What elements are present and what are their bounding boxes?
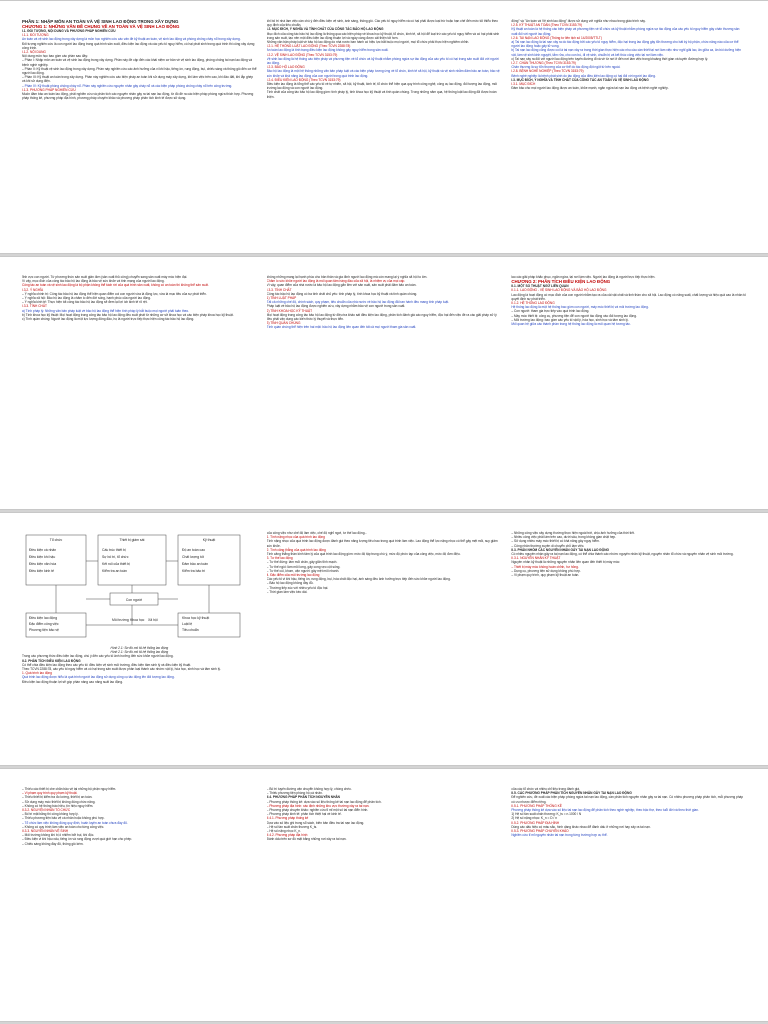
paragraph: Chấn thương là sự tổn thương của cơ thể do tác động đột ngột từ bên ngoài. [511,65,621,70]
paragraph: Nguyên nhân kỹ thuật là những nguyên nhân liên quan đến thiết bị máy móc: [511,560,621,565]
page-4-column-2 [267,787,502,1013]
page-4-column-3 [511,787,746,1013]
paragraph: I.3.3. TÍNH CHẤT [22,304,47,309]
page-3-column-2 [267,531,502,757]
paragraph: – Không có hệ thống báo hiệu, tín hiệu nguy hiểm. [22,803,94,808]
paragraph: a) Tính pháp lý: Những văn bản pháp luật về bảo hộ lao động thể hiện tính pháp lý bắt buộc mọi người phải tuân theo. [22,308,190,313]
paragraph: – Thường tiếp xúc với nhiều yếu tố độc hại. [266,585,329,590]
labor-system-diagram [22,531,257,643]
bottom-left-item: Phương tiện bảo vệ [29,628,59,632]
document-page-2 [0,256,768,510]
paragraph: I.1. ĐỐI TƯỢNG, NỘI DUNG VÀ PHƯƠNG PHÁP NGHIÊN CỨU [22,29,116,33]
paragraph: Những văn bản pháp luật về bảo hộ lao động do nhà nước ban hành có hiệu lực bắt buộc mọi người, mọi tổ chức phải thực hiện nghiêm chỉnh. [266,40,470,45]
paragraph: – Sử dụng nhiều máy móc thiết bị có khả năng gây nguy hiểm. [511,539,600,544]
paragraph: – Thời gian làm việc kéo dài. [266,589,308,594]
paragraph: Hệ thống lao động là một hệ thống bao gồm con người, máy móc thiết bị và môi trường lao động. [511,305,649,310]
paragraph: Tất cả những chế độ, chính sách, quy phạm, tiêu chuẩn của nhà nước về bảo hộ lao động đã ban hành đều mang tính pháp luật. [266,300,450,305]
paragraph: – Vi phạm quy trình quy phạm kỹ thuật. [22,791,78,796]
page-1-column-3 [511,19,746,245]
diagram-caption: Hình 2.1: Sơ đồ mô tả hệ thống lao động [110,646,169,650]
paragraph: Vì vậy, quan điểm của nhà nước là bảo hộ lao động gắn liền với sản xuất, sản xuất phải đảm bảo an toàn. [266,283,417,288]
paragraph: Công tác an toàn và vệ sinh lao động là bộ phận không thể tách rời của quá trình sản xuất, không có an toàn thì không thể sản xuất. [22,283,209,288]
paragraph: – Thiếu thiết bị kiểm tra đo lường, thiết bị an toàn. [22,795,93,800]
paragraph: I.1.2. NỘI DUNG [22,50,46,55]
paragraph: CHƯƠNG 1: NHỮNG VẤN ĐỀ CHUNG VỀ AN TOÀN VÀ VỆ SINH LAO ĐỘNG [22,24,180,29]
page-1-column-1 [22,19,257,245]
paragraph: – Thiếu các thiết bị che chắn bảo vệ tại những bộ phận nguy hiểm. [22,787,117,791]
bottom-left-item: Đặc điểm công việc [29,622,59,626]
paragraph: – Môi trường không khí bị ô nhiễm bởi bụi, khí độc. [22,833,95,838]
paragraph: không những mang lại hạnh phúc cho bản thân và gia đình người lao động mà còn mang lại ý nghĩa xã hội to lớn. [266,275,428,279]
paragraph: khi bố trí nhà làm việc cần chú ý đến điều kiện vệ sinh, ánh sáng, thông gió. Các yếu tố nguy hiểm và có hại phải được loại trừ hoặc hạn chế đến mức tối thiểu theo quy định của tiêu chuẩn. [266,19,498,28]
paragraph: – Phương pháp thống kê: dựa vào số liệu thống kê tai nạn lao động để phân tích. [266,799,382,804]
paragraph: 1. Tính nặng nhọc của quá trình lao động [266,535,325,540]
paragraph: Trong các phương thức điều kiện lao động, chú ý đến các yếu tố ảnh hưởng đến sức khỏe người lao động. [22,654,174,659]
paragraph: Nghiên cứu tỉ mỉ nguyên nhân tai nạn trong từng trường hợp cụ thể. [511,833,608,838]
bottom-mid-label: Môi trường [112,618,129,622]
mid-list-item: Cấu trúc thiết bị [102,548,126,552]
paragraph: – Tư thế đứng: làm mỏi chân, gây giãn tĩnh mạch. [266,560,338,565]
paragraph: Phương pháp thống kê dựa vào số liệu tai nạn lao động để phân tích theo nghề nghiệp, theo bậc thợ, theo tuổi đời và theo thời gian. [511,808,699,813]
right-list-item: Kiểm tra bảo trì [182,569,206,573]
paragraph: I.3.2. Ý NGHĨA [22,287,44,292]
paragraph: Mục đích của công tác bảo hộ lao động là thông qua các biện pháp về khoa học kỹ thuật, tổ chức, kinh tế, xã hội để loại trừ các yếu tố nguy hiểm và có hại phát sinh trong sản xuất, tạo nên một điều kiện lao động thuận lợi và ngày càng được cải thiện tốt hơn. [266,31,500,40]
paragraph: II.5.2. PHƯƠNG PHÁP ĐỊA HÌNH [511,820,560,825]
document-page-3 [0,512,768,766]
paragraph: II.4.1. Phương pháp thống kê [266,816,309,821]
paragraph: Bảo hộ lao động là một hệ thống những văn bản pháp luật và các biện pháp tương ứng về tổ chức, kinh tế xã hội, kỹ thuật và vệ sinh nhằm đảm bảo an toàn, bảo vệ sức khỏe và khả năng lao động của con người trong quá trình lao động. [266,69,500,78]
paragraph: 4. Đặc điểm của môi trường lao động [266,573,320,578]
paragraph: Đánh dấu trên sơ đồ mặt bằng những nơi xảy ra tai nạn. [266,837,347,842]
right-list-item: Chất lượng tốt [182,555,204,559]
bottom-right-item: Khoa học kỹ thuật [182,616,210,620]
paragraph: 2) TÍNH KHOA HỌC KỸ THUẬT [266,308,313,313]
diagram-center-label: Con người [125,598,143,602]
right-box [178,535,240,585]
paragraph: động" và "An toàn và Vệ sinh lao động" được sử dụng với nghĩa như nhau trong giáo trình này. [511,19,646,23]
paragraph: – Vi phạm quy trình, quy phạm kỹ thuật an toàn. [511,573,580,578]
diagram-caption-secondary: Hình 2.1: Sơ đồ mô tả hệ thống lao động [110,650,169,655]
paragraph: II.5.3. PHƯƠNG PHÁP CHUYÊN KHẢO [511,829,569,834]
paragraph: – Thiếu phương tiện phòng hộ cá nhân. [266,791,323,796]
page-2-column-3 [511,275,746,501]
page-4-column-1 [22,787,257,1013]
left-list-item: Điều kiện văn hóa [29,562,57,566]
paragraph: – Máy móc thiết bị: công cụ, phương tiện để con người tác động vào đối tượng lao động. [511,313,637,318]
paragraph: – Điều kiện vi khí hậu xấu, tiếng ồn và rung động vượt quá giới hạn cho phép. [22,837,133,842]
paragraph: 1) TÍNH LUẬT PHÁP [266,296,297,301]
paragraph: Để nghiên cứu, đề xuất các biện pháp phòng ngừa tai nạn lao động, cần phân tích nguyên nhân gây ra tai nạn. Có nhiều phương pháp phân tích, mỗi phương pháp có ưu nhược điểm riêng. [511,795,744,804]
paragraph: Muốn đảm bảo an toàn lao động, phải nghiên cứu và phân tích các nguyên nhân gây ra tai nạn lao động, từ đó đề ra các biện pháp phòng ngừa thích hợp. Phương pháp thống kê, phương pháp địa hình, phương pháp chuyên khảo và phương pháp phân tích kinh tế được sử dụng. [22,92,254,101]
paragraph: Vì vậy, mục đích của công tác bảo hộ lao động là bảo vệ sức khỏe và tính mạng của người lao động. [22,279,165,284]
paragraph: – Bố trí mặt bằng thi công không hợp lý. [22,812,79,817]
paragraph: I.1.1. ĐỐI TƯỢNG [22,33,49,38]
paragraph: – Ý nghĩa kinh tế: Thực hiện tốt công tác bảo hộ lao động sẽ đem lại lợi ích kinh tế rõ rệt. [22,300,148,305]
bottom-mid-label: Xã hội [148,618,158,622]
page-2-column-2 [267,275,502,501]
paragraph: I.2.1. HỆ THỐNG LUẬT LAO ĐỘNG (Theo TCVN 2288:78) [266,44,351,49]
paragraph: – Phương pháp kinh tế: phân tích thiệt hại về kinh tế. [266,812,342,817]
paragraph: Pháp luật về bảo hộ lao động được nghiên cứu, xây dựng nhằm bảo vệ con người trong sản xuất. [266,304,406,309]
paragraph: – Nhiều công việc phải làm trên cao, dưới sâu, trong không gian chật hẹp. [511,535,617,540]
paragraph: – Sử dụng máy móc thiết bị không đúng chức năng. [22,799,96,804]
paragraph: I.1.3. PHƯƠNG PHÁP NGHIÊN CỨU [22,87,76,92]
paragraph: An toàn và vệ sinh lao động trong xây dựng là môn học nghiên cứu các vấn đề kỹ thuật an toàn, vệ sinh lao động và phòng chống cháy nổ trong xây dựng. [22,37,241,42]
paragraph: – Dụng cụ, phương tiện sử dụng không phù hợp. [511,568,581,573]
diagram-top-label-3: Kỹ thuật [202,538,216,542]
paragraph: Điều kiện lao động thuận lợi sẽ góp phần nâng cao năng suất lao động. [22,679,123,684]
paragraph: Bệnh nghề nghiệp là bệnh phát sinh do tác động của điều kiện lao động có hại đối với người lao động. [511,73,656,78]
paragraph: c) Tai nạn xảy ra đối với người lao động trên tuyến đường đi và về từ nơi ở đến nơi làm việc trong khoảng thời gian và tuyến đường hợp lý. [511,56,709,61]
paragraph: – Môi trường lao động: bao gồm các yếu tố vật lý, hóa học, sinh học và tâm sinh lý. [511,317,629,322]
document-page-4 [0,768,768,1022]
paragraph: I.2.3. BẢO HỘ LAO ĐỘNG [266,65,305,70]
paragraph: Có thể chia điều kiện lao động theo các yếu tố: điều kiện vệ sinh môi trường, điều kiện tâm sinh lý và điều kiện kỹ thuật. [22,662,192,667]
paragraph: Có nhiều nguyên nhân gây ra tai nạn lao động, có thể chia thành các nhóm: nguyên nhân kỹ thuật, nguyên nhân tổ chức và nguyên nhân vệ sinh môi trường. [511,552,734,557]
paragraph: 1. Quá trình lao động [22,671,52,676]
paragraph: Tính nặng nhọc của quá trình lao động được đánh giá theo năng lượng tiêu hao trong quá trình làm việc. Lao động thể lực nặng nhọc có thể gây mệt mỏi, suy giảm sức khỏe. [266,539,498,548]
diagram-svg [22,531,247,643]
paragraph: II.1.2. HỆ THỐNG LAO ĐỘNG [511,301,555,306]
paragraph: – Bố trí tuyến đường vận chuyển không hợp lý, chồng chéo. [266,787,352,791]
page-3-column-3 [511,531,746,757]
paragraph: II.1. MỘT SỐ THUẬT NGỮ LIÊN QUAN [511,284,569,289]
paragraph: II.3. PHÂN NHÓM CÁC NGUYÊN NHÂN GÂY TAI NẠN LAO ĐỘNG [511,547,609,552]
paragraph: 2) Hệ số nặng nhọc: K_n = D / n [511,816,557,821]
paragraph: Mọi hoạt động trong công tác bảo hộ lao động từ điều tra khảo sát điều kiện lao động, phân tích đánh giá các nguy hiểm, độc hại đến việc đề ra các giải pháp xử lý đều phải vận dụng các kiến thức lý thuyết và thực tiễn. [266,312,497,322]
paragraph: II.3.3. NGUYÊN NHÂN VỆ SINH [22,829,69,834]
bottom-right-item: Tiêu chuẩn [182,628,199,632]
paragraph: II.4.2. Phương pháp địa hình [266,833,308,838]
paragraph: Đảm bảo cho mọi người lao động được an toàn, khỏe mạnh, ngăn ngừa tai nạn lao động và bệnh nghề nghiệp. [511,86,669,91]
left-list-item: Điều kiện cá nhân [29,548,57,552]
paragraph: Dùng các dấu hiệu có màu sắc, hình dáng khác nhau để đánh dấu ở những nơi hay xảy ra tai nạn. [511,824,651,829]
paragraph: b) Tính khoa học kỹ thuật: Mọi hoạt động trong công tác bảo hộ lao động đều xuất phát từ những cơ sở khoa học và các biện pháp khoa học kỹ thuật. [22,312,234,317]
paragraph: I.2.5. KỸ THUẬT AN TOÀN (Theo TCVN 3153:79) [511,23,582,28]
middle-box [98,535,166,585]
paragraph: – Phần II: Kỹ thuật vệ sinh lao động trong xây dựng. Phần này nghiên cứu các ảnh hưởng của vi khí hậu, tiếng ồn, rung động, bụi, chiếu sáng và thông gió đến cơ thể người lao động. [22,66,257,76]
left-list-item: Điều kiện kinh tế [29,569,55,573]
paragraph: Các yếu tố vi khí hậu, tiếng ồn, rung động, bụi, hóa chất độc hại, ánh sáng đều ảnh hưởng trực tiếp đến sức khỏe người lao động. [266,577,451,582]
page-1-column-2 [267,19,502,245]
paragraph: 1) Hệ số tần suất chấn thương: K_ts = n.1000 / N [511,812,582,817]
paragraph: Điều kiện lao động là tổng thể các yếu tố về tự nhiên, xã hội, kỹ thuật, kinh tế, tổ chức thể hiện qua quy trình công nghệ, công cụ lao động, đối tượng lao động, môi trường lao động và con người lao động. [266,82,498,91]
page-3-column-1 [22,531,257,757]
paragraph: I.2.8. BỆNH NGHỀ NGHIỆP (Theo TCVN 3153:79) [511,69,584,74]
paragraph: Kỹ thuật an toàn là hệ thống các biện pháp và phương tiện về tổ chức và kỹ thuật nhằm phòng ngừa sự tác động của các yếu tố nguy hiểm gây chấn thương sản xuất đối với người lao động. [511,27,740,36]
paragraph: Nội dung môn học bao gồm các phần sau đây: [22,54,88,59]
paragraph: I.2.4. ĐIỀU KIỆN LAO ĐỘNG (Theo TCVN 3153:79) [266,77,341,82]
paragraph: II.4. PHƯƠNG PHÁP PHÂN TÍCH NGUYÊN NHÂN [266,795,340,800]
paragraph: II.3.1. NGUYÊN NHÂN KỸ THUẬT [511,556,561,561]
paragraph: II.3.2. NGUYÊN NHÂN TỔ CHỨC [22,808,71,813]
document-page-1 [0,0,768,254]
paragraph: của các tổ chức và nhiều chỉ tiêu trong đánh giá. [511,787,580,791]
paragraph: II.2. PHÂN TÍCH ĐIỀU KIỆN LAO ĐỘNG [22,658,81,663]
paragraph: Tính chất của công tác bảo hộ lao động gồm: tính pháp lý, tính khoa học kỹ thuật và tính quần chúng. Trong những năm qua, hệ thống luật lao động đã được hoàn thiện. [266,90,497,99]
right-list-item: Đảm bảo an toàn [182,562,209,566]
paragraph: Lao động là hoạt động có mục đích của con người nhằm tạo ra của cải vật chất và tinh thần cho xã hội. Lao động có năng suất, chất lượng và hiệu quả cao là nhân tố quyết định sự phát triển. [511,292,746,301]
paragraph: Chăm lo sức khỏe người lao động là mối quan tâm hàng đầu của xã hội, là nhiệm vụ của mọi cấp. [266,279,406,284]
paragraph: lao các giải pháp khắc phục, ngăn ngừa, tại nơi làm việc. Người lao động là người trực tiếp thực hiện. [511,275,656,279]
paragraph: – Hệ số nặng nhọc K_n. [266,829,301,834]
bottom-mid-label: Khoa học [130,618,145,622]
mid-list-item: Sự bố trí, tổ chức [102,555,129,559]
paragraph: – Phần I: Nhập môn an toàn và vệ sinh lao động trong xây dựng. Phần này đề cập đến các khái niệm cơ bản về vệ sinh lao động, phòng chống tai nạn lao động và bệnh nghề nghiệp. [22,58,252,67]
paragraph: II.5. CÁC PHƯƠNG PHÁP PHÂN TÍCH NGUYÊN NHÂN GÂY TAI NẠN LAO ĐỘNG [511,791,632,796]
paragraph: 3. Tư thế lao động [266,556,293,561]
paragraph: – Tư thế ngồi: làm mỏi lưng, gây cong vẹo cột sống. [266,564,341,569]
mid-list-item: Kết nối của thiết bị [102,562,130,566]
paragraph: I.3.3. TÍNH CHẤT [266,287,292,292]
paragraph: I.2.6. TAI NẠN LAO ĐỘNG (Thông tư liên tịch số 14/2005/TTLT) [511,35,602,40]
paragraph: – Công nhân thường xuyên di chuyển chỗ làm việc. [511,543,585,548]
paragraph: Theo TCVN 2288:78, các yếu tố nguy hiểm và có hại trong sản xuất được phân loại thành các nhóm: vật lý, hóa học, sinh học và tâm sinh lý. [22,667,221,672]
paragraph: lĩnh vực con người. Từ phương thức sản xuất giản đơn (sản xuất thủ công) chuyển sang sản xuất máy móc hiện đại. [22,275,188,279]
paragraph: I.2.2. VỆ SINH LAO ĐỘNG (Theo TCVN 3153:79) [266,52,338,57]
paragraph: của công việc như chế độ làm việc, chế độ nghỉ ngơi, tư thế lao động... [266,531,368,535]
paragraph: – Phương pháp địa hình: xác định những khu vực thường xảy ra tai nạn. [266,803,370,808]
paragraph: – Thiếu phương tiện bảo vệ cá nhân hoặc không phù hợp. [22,816,105,821]
mid-list-item: Kiểm tra an toàn [102,569,127,573]
paragraph: Tính quần chúng thể hiện trên hai mặt: bảo hộ lao động liên quan đến tất cả mọi người tham gia sản xuất. [266,325,417,330]
paragraph: I.3. MỤC ĐÍCH, Ý NGHĨA VÀ TÍNH CHẤT CỦA CÔNG TÁC AN TOÀN VÀ VỆ SINH LAO ĐỘNG [511,77,649,82]
paragraph: Vệ sinh lao động là hệ thống các biện pháp và phương tiện về tổ chức và kỹ thuật nhằm phòng ngừa sự tác động của các yếu tố có hại trong sản xuất đối với người lao động. [266,56,499,66]
paragraph: Quá trình lao động được hiểu là quá trình người lao động sử dụng công cụ tác động lên đối tượng lao động. [22,675,175,680]
paragraph: – Ý nghĩa xã hội: Bảo hộ lao động là chăm lo đến đời sống, hạnh phúc của người lao động. [22,296,151,301]
bottom-right-item: Luật lệ [182,622,193,626]
paragraph: PHẦN 1: NHẬP MÔN AN TOÀN VÀ VỆ SINH LAO ĐỘNG TRONG XÂY DỰNG [22,19,179,24]
page-3-column-1-text [22,654,257,683]
left-list-item: Điều kiện khí hậu [29,555,56,559]
paragraph: Đối tượng nghiên cứu là con người lao động trong quá trình sản xuất, điều kiện lao động và các yếu tố nguy hiểm, có hại phát sinh trong quá trình thi công xây dựng công trình. [22,41,255,50]
paragraph: II.1.1. LAO ĐỘNG - VỆ SINH LAO ĐỘNG VÀ BẢO HỘ LAO ĐỘNG [511,288,607,293]
paragraph: An toàn lao động là tình trạng điều kiện lao động không gây nguy hiểm trong sản xuất. [266,48,389,53]
paragraph: – Tư thế cúi, khom, vặn người: gây mệt mỏi nhanh. [266,568,340,573]
paragraph: – Ý nghĩa chính trị: Công tác bảo hộ lao động thể hiện quan điểm coi con người vừa là động lực, vừa là mục tiêu của sự phát triển. [22,291,207,296]
paragraph: Tính căng thẳng thần kinh tâm lý của quá trình lao động gồm: mức độ tập trung chú ý, mức độ phức tạp của công việc, mức độ đơn điệu. [266,552,461,557]
paragraph: I.3.1. MỤC ĐÍCH [511,82,536,87]
paragraph: – Tổ chức làm việc không đúng quy định, huấn luyện an toàn chưa đầy đủ. [22,820,128,825]
paragraph: – Con người: tham gia trực tiếp vào quá trình lao động. [511,309,590,314]
paragraph: – Bảo hộ lao động không đầy đủ. [266,581,314,586]
paragraph: II.5.1. PHƯƠNG PHÁP THỐNG KÊ [511,803,562,808]
paragraph: – Hệ số tần suất chấn thương K_ts. [266,824,318,829]
paragraph: – Những công việc xây dựng thường thực hiện ngoài trời, chịu ảnh hưởng của thời tiết. [511,531,635,535]
paragraph: – Không có quy trình làm việc an toàn cho từng công việc. [22,824,105,829]
paragraph: – Phần IV: Kỹ thuật phòng chống cháy nổ. Phần này nghiên cứu nguyên nhân gây cháy nổ và các biện pháp phòng chống cháy nổ trên công trường. [22,83,233,88]
paragraph: – Thiết bị máy móc không hoàn chỉnh, hư hỏng. [511,564,579,569]
paragraph: Dựa vào số liệu ghi trong sổ sách, biên bản điều tra tai nạn lao động. [266,820,365,825]
diagram-top-label-2: Thiết bị giám sát [119,538,145,542]
diagram-top-label-1: Tổ chức [49,538,63,542]
paragraph: – Phương pháp chuyên khảo: nghiên cứu tỉ mỉ một số tai nạn điển hình. [266,808,369,813]
right-list-item: Độ an toàn cao [182,548,205,552]
paragraph: c) Tính quần chúng: Người lao động là một lực lượng đông đảo, họ là người trực tiếp thực hiện công tác bảo hộ lao động. [22,317,195,322]
paragraph: 3) TÍNH QUẦN CHÚNG [266,321,301,326]
paragraph: CHƯƠNG 2: PHÂN TÍCH ĐIỀU KIỆN LAO ĐỘNG [511,279,611,285]
page-2-column-1 [22,275,257,501]
paragraph: Công tác bảo hộ lao động có ba tính chất chủ yếu: tính pháp lý, tính khoa học kỹ thuật và tính quần chúng. [266,291,418,296]
paragraph: I.2. MỤC ĐÍCH, Ý NGHĨA VÀ TÍNH CHẤT CỦA CÔNG TÁC BẢO HỘ LAO ĐỘNG [266,27,384,32]
left-box [26,535,86,585]
paragraph: a) Tai nạn lao động là tai nạn xảy ra do tác động bởi các yếu tố nguy hiểm, độc hại trong lao động gây tổn thương cho bất kỳ bộ phận, chức năng nào của cơ thể người lao động hoặc gây tử vong. [511,40,739,49]
paragraph: Mối quan hệ giữa các thành phần trong hệ thống lao động là mối quan hệ tương tác. [511,322,631,327]
paragraph: b) Tai nạn lao động cũng được coi là tai nạn xảy ra trong thời gian thực hiện các nhu cầu cần thiết tại nơi làm việc như nghỉ giải lao, ăn giữa ca, ăn bồi dưỡng hiện vật, làm vệ sinh kinh nguyệt, tắm rửa, cho con bú, đi vệ sinh, chuẩn bị và kết thúc công việc tại nơi làm việc. [511,48,742,57]
paragraph: I.2.7. CHẤN THƯƠNG (Theo TCVN 3153:79) [511,61,576,66]
paragraph: 2. Tính căng thẳng của quá trình lao động [266,547,326,552]
bottom-left-item: Điều kiện lao động [29,616,58,620]
paragraph: – Phần III: Kỹ thuật an toàn trong xây dựng. Phần này nghiên cứu các biện pháp an toàn khi sử dụng máy xây dựng, khi làm việc trên cao, khi đào đất, khi lắp ghép và khi sử dụng điện. [22,75,254,84]
paragraph: – Chiếu sáng không đầy đủ, thông gió kém. [22,841,84,846]
